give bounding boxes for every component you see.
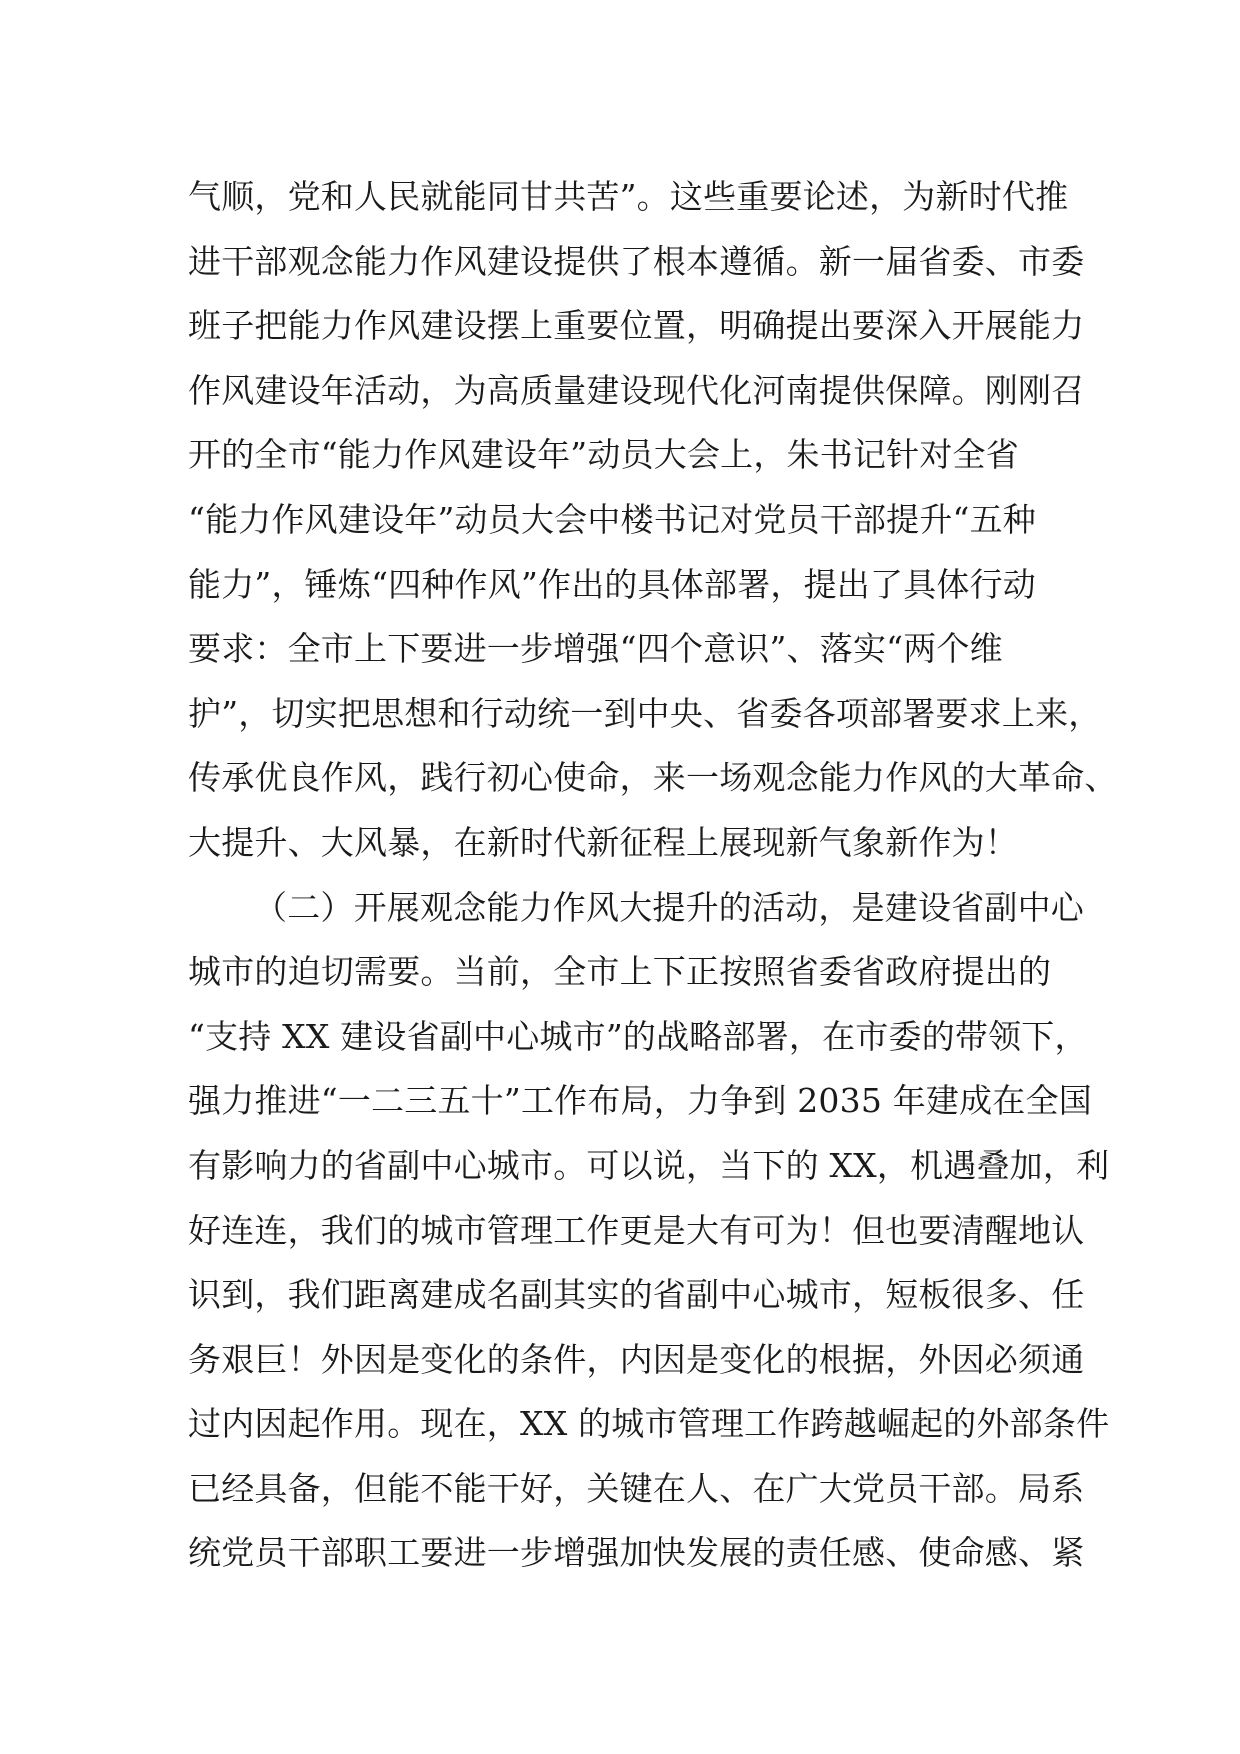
- text-line: “能力作风建设年”动员大会中楼书记对党员干部提升“五种: [188, 499, 1037, 539]
- text-line: 有影响力的省副中心城市。可以说，当下的 XX，机遇叠加，利: [188, 1145, 1110, 1185]
- paragraph-first-line: （二）开展观念能力作风大提升的活动，是建设省副中心: [254, 887, 1084, 927]
- text-line: 班子把能力作风建设摆上重要位置，明确提出要深入开展能力: [188, 306, 1085, 346]
- text-line: 进干部观念能力作风建设提供了根本遵循。新一届省委、市委: [188, 241, 1085, 281]
- text-line: 要求：全市上下要进一步增强“四个意识”、落实“两个维: [188, 629, 1003, 669]
- text-line: 传承优良作风，践行初心使命，来一场观念能力作风的大革命、: [188, 758, 1118, 798]
- text-line: 大提升、大风暴，在新时代新征程上展现新气象新作为！: [188, 822, 1018, 862]
- text-line: “支持 XX 建设省副中心城市”的战略部署，在市委的带领下，: [188, 1016, 1088, 1056]
- text-line: 统党员干部职工要进一步增强加快发展的责任感、使命感、紧: [188, 1533, 1085, 1573]
- text-line: 气顺，党和人民就能同甘共苦”。这些重要论述，为新时代推: [188, 177, 1069, 216]
- text-line: 作风建设年活动，为高质量建设现代化河南提供保障。刚刚召: [188, 370, 1085, 410]
- text-line: 务艰巨！外因是变化的条件，内因是变化的根据，外因必须通: [188, 1339, 1085, 1379]
- text-line: 城市的迫切需要。当前，全市上下正按照省委省政府提出的: [188, 952, 1052, 992]
- text-line: 已经具备，但能不能干好，关键在人、在广大党员干部。局系: [188, 1468, 1085, 1508]
- text-line: 过内因起作用。现在，XX 的城市管理工作跨越崛起的外部条件: [188, 1404, 1110, 1444]
- text-line: 护”，切实把思想和行动统一到中央、省委各项部署要求上来，: [188, 693, 1102, 733]
- text-line: 开的全市“能力作风建设年”动员大会上，朱书记针对全省: [188, 435, 1019, 475]
- text-line: 好连连，我们的城市管理工作更是大有可为！但也要清醒地认: [188, 1210, 1085, 1250]
- document-body: [188, 165, 1118, 1586]
- text-line: 强力推进“一二三五十”工作布局，力争到 2035 年建成在全国: [188, 1081, 1092, 1121]
- text-line: 能力”，锤炼“四种作风”作出的具体部署，提出了具体行动: [188, 564, 1037, 604]
- text-line: 识到，我们距离建成名副其实的省副中心城市，短板很多、任: [188, 1275, 1085, 1315]
